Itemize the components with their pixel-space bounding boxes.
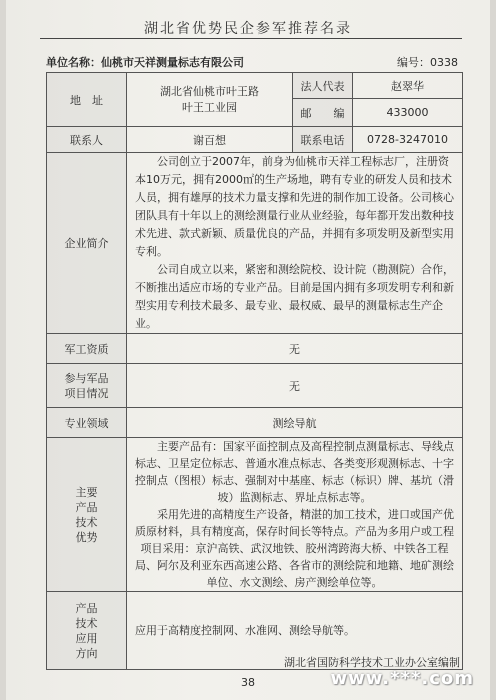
profile-label: 企业简介	[47, 153, 127, 334]
document-page	[6, 0, 490, 700]
advantage-paragraph-2: 采用先进的高精度生产设备，精湛的加工技术，进口或国产优质原材料，具有精度高，保存时间长等特点。产品为多用户或工程项目采用：京沪高铁、武汉地铁、胶州湾跨海大桥、中铁各工程局、阿尔及利亚东西高速公路、各省市的测绘院和地籍、地矿测绘单位、水文测绘、房产测绘单位等。	[135, 508, 454, 589]
advantage-paragraph-1: 主要产品有：国家平面控制点及高程控制点测量标志、导线点标志、卫星定位标志、普通水准点标志、各类变形观测标志、十字控制点（图根）标志、强制对中基座、标志（标识）牌、基坑（滑坡）监测标志、界址点标志等。	[135, 440, 454, 504]
advantage-label-line-2: 产品	[75, 500, 98, 514]
address-value	[127, 73, 293, 127]
military-projects-label-line-2: 项目情况	[64, 386, 109, 400]
legal-rep-value: 赵翠华	[353, 73, 463, 99]
postcode-label: 邮 编	[293, 99, 353, 127]
military-projects-label-line-1: 参与军品	[64, 371, 109, 385]
address-label: 地 址	[47, 73, 127, 127]
phone-value: 0728-3247010	[353, 127, 463, 153]
military-projects-label	[47, 364, 127, 408]
contact-label: 联系人	[47, 127, 127, 153]
contact-value: 谢百想	[127, 127, 293, 153]
profile-paragraph-1: 公司创立于2007年，前身为仙桃市天祥工程标志厂，注册资本10万元，拥有2000㎡的生产场地，聘有专业的研发人员和技术人员，拥有雄厚的技术力量支撑和先进的制作加工设备。公司核心团队具有十年以上的测绘测量行业从业经验，每年都开发出数种技术先进、款式新颖、质量优良的产品，并拥有多项发明及新型实用专利。	[135, 155, 454, 258]
application-label-line-3: 应用	[75, 631, 98, 645]
advantage-label-line-3: 技术	[75, 515, 98, 529]
military-projects-value: 无	[127, 364, 463, 408]
postcode-value: 433000	[353, 99, 463, 127]
field-label: 专业领域	[47, 408, 127, 438]
company-info-table	[46, 72, 463, 670]
footer-compiler-note: 湖北省国防科学技术工业办公室编制	[284, 656, 460, 669]
military-qualification-label: 军工资质	[47, 334, 127, 364]
header-rule	[40, 38, 462, 39]
unit-row	[46, 52, 462, 72]
page-number: 38	[241, 676, 255, 689]
military-qualification-value: 无	[127, 334, 463, 364]
watermark: www.***.com	[330, 668, 474, 689]
application-label-line-2: 技术	[75, 616, 98, 630]
profile-content	[127, 153, 463, 334]
address-line-2: 叶王工业园	[182, 100, 237, 114]
record-code: 编号：0338	[397, 56, 458, 69]
application-label-line-1: 产品	[75, 601, 98, 615]
product-advantage-label	[47, 438, 127, 592]
profile-paragraph-2: 公司自成立以来，紧密和测绘院校、设计院（勘测院）合作，不断推出适应市场的专业产品。目前是国内拥有多项发明专利和新型实用专利技术最多、最专业、最权威、最早的测量标志生产企业。	[135, 263, 454, 330]
phone-label: 联系电话	[293, 127, 353, 153]
advantage-label-line-4: 优势	[75, 530, 98, 544]
field-value: 测绘导航	[127, 408, 463, 438]
product-advantage-content	[127, 438, 463, 592]
address-line-1: 湖北省仙桃市叶王路	[160, 84, 259, 98]
unit-name: 单位名称：仙桃市天祥测量标志有限公司	[46, 56, 244, 69]
document-title: 湖北省优势民企参军推荐名录	[144, 21, 352, 37]
application-label	[47, 592, 127, 670]
legal-rep-label: 法人代表	[293, 73, 353, 99]
advantage-label-line-1: 主要	[75, 485, 98, 499]
application-label-line-4: 方向	[75, 646, 98, 660]
application-value: 应用于高精度控制网、水准网、测绘导航等。	[127, 592, 463, 670]
